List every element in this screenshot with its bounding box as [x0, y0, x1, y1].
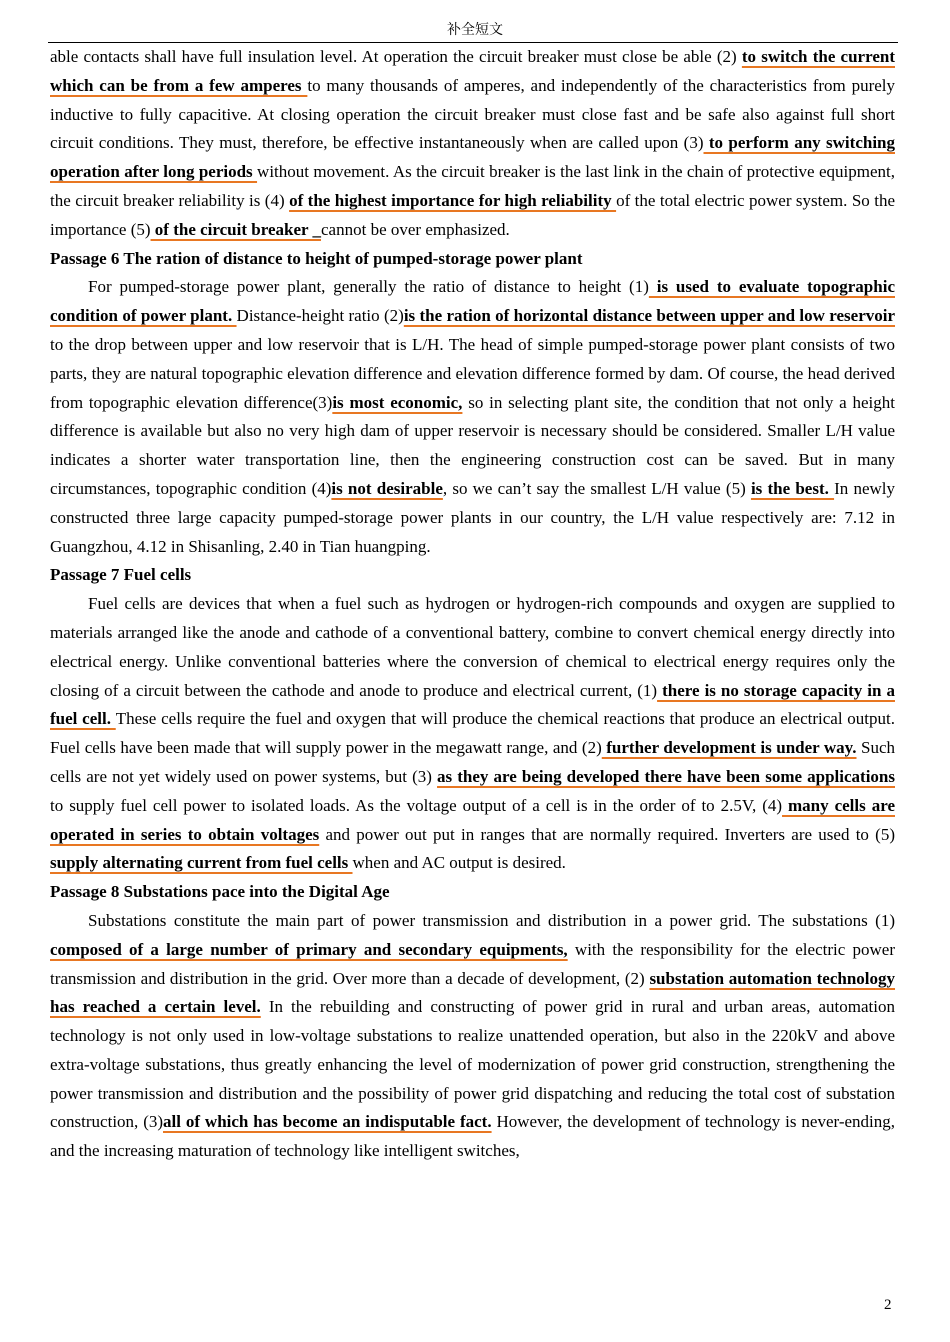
passage8-text-3: However, the development of technology is never-ending, and the increasing maturation of technology like intelligent switches, [50, 1112, 895, 1161]
passage8-title: Passage 8 Substations pace into the Digital Age [50, 882, 390, 902]
passage8-text-0: Substations constitute the main part of power transmission and distribution in a power grid. The substations (1) [88, 910, 895, 930]
passage7-text-0: Fuel cells are devices that when a fuel such as hydrogen or hydrogen-rich compounds and oxygen are supplied to materials arranged like the anode and cathode of a conventional battery, combine to convert chemical energy directly into electrical energy. Unlike conventional batteries where the conversion of chemical to electrical energy requires only the closing of a circuit between the cathode and anode to produce and electrical current, (1) [50, 594, 895, 700]
document-body [50, 43, 895, 1166]
passage7-answer-3: as they are being developed there have been some applications [437, 766, 895, 786]
passage5-text-0: able contacts shall have full insulation level. At operation the circuit breaker must close be able (2) [50, 47, 742, 66]
page-number: 2 [884, 1297, 892, 1313]
passage5-answer-3: to perform any switching operation after long periods [50, 133, 895, 182]
passage6-answer-5: is the best. [750, 478, 835, 498]
passage6-text-2: to the drop between upper and low reservoir that is L/H. The head of simple pumped-storage power plant consists of two parts, they are natural topographic elevation difference and elevation difference formed by dam. Of course, the head derived from topographic elevation difference(3) [50, 334, 895, 412]
passage6-answer-1: is used to evaluate topographic condition of power plant. [50, 277, 895, 326]
passage7-text-1: These cells require the fuel and oxygen that will produce the chemical reactions that produce an electrical output. Fuel cells have been made that will supply power in the megawatt range, and (2) [50, 709, 896, 758]
passage5-text-3: of the total electric power system. So the importance (5) [50, 190, 896, 239]
passage8-paragraph [50, 907, 895, 1166]
passage5-text-4: cannot be over emphasized. [321, 219, 510, 239]
passage6-text-3: so in selecting plant site, the condition that not only a height difference is available but also no very high dam of upper reservoir is necessary should be considered. Smaller L/H value indicates a shorter water transportation line, then the engineering construction cost can be saved. But in many circumstances, topographic condition (4) [50, 392, 895, 498]
passage8-answer-3: all of which has become an indisputable fact. [163, 1112, 492, 1132]
passage5-text-2: without movement. As the circuit breaker is the last link in the chain of protective equipment, the circuit breaker reliability is (4) [50, 162, 895, 210]
passage5-answer-5: of the circuit breaker _ [150, 219, 321, 239]
passage8-answer-1: composed of a large number of primary and secondary equipments, [50, 939, 568, 959]
passage7-title: Passage 7 Fuel cells [50, 565, 192, 585]
passage8-text-1: with the responsibility for the electric power transmission and distribution in the grid. Over more than a decade of development, (2) [50, 939, 895, 988]
passage7-paragraph [50, 590, 895, 878]
passage7-text-4: and power out put in ranges that are normally required. Inverters are used to (5) [319, 824, 895, 844]
passage7-answer-1: there is no storage capacity in a fuel cell. [50, 680, 895, 729]
passage6-text-4: , so we can’t say the smallest L/H value (5) [442, 478, 751, 498]
passage6-text-5: In newly constructed three large capacity pumped-storage power plants in our country, the L/H value respectively are: 7.12 in Guangzhou, 4.12 in Shisanling, 2.40 in Tian huangping. [50, 478, 895, 556]
passage7-text-5: when and AC output is desired. [352, 853, 566, 873]
passage7-answer-2: further development is under way. [601, 738, 857, 758]
passage6-title: Passage 6 The ration of distance to height of pumped-storage power plant [50, 248, 583, 268]
passage8-text-2: In the rebuilding and constructing of power grid in rural and urban areas, automation technology is not only used in low-voltage substations to realize unattended operation, but also in the 220kV and above extra-voltage substations, thus greatly enhancing the level of modernization of power grid construction, strengthening the power transmission and distribution and the possibility of power grid dispatching and reducing the total cost of substation construction, (3) [50, 997, 895, 1132]
passage7-text-2: Such cells are not yet widely used on power systems, but (3) [50, 738, 896, 786]
passage6-text-0: For pumped-storage power plant, generally the ratio of distance to height (1) [88, 277, 649, 297]
passage7-answer-4: many cells are operated in series to obtain voltages [50, 795, 895, 844]
page-header-title: 补全短文 [447, 23, 503, 38]
passage6-text-1: Distance-height ratio (2) [236, 306, 404, 326]
passage5-text-1: to many thousands of amperes, and independently of the characteristics from purely inductive to fully capacitive. At closing operation the circuit breaker must close fast and be safe also against full short circuit conditions. They must, therefore, be effective instantaneously when are called upon (3) [50, 75, 896, 153]
passage6-answer-2: is the ration of horizontal distance between upper and low reservoir [403, 306, 896, 326]
passage5-answer-4: of the highest importance for high reliability [289, 190, 617, 210]
passage7-text-3: to supply fuel cell power to isolated loads. As the voltage output of a cell is in the order of to 2.5V, (4) [50, 795, 783, 815]
passage5-continuation [50, 43, 895, 245]
passage6-paragraph [50, 273, 895, 561]
passage8-answer-2: substation automation technology has reached a certain level. [50, 968, 896, 1017]
passage6-answer-4: is not desirable [331, 478, 443, 498]
passage5-answer-2: to switch the current which can be from a few amperes [50, 47, 895, 95]
passage7-answer-5: supply alternating current from fuel cells [50, 853, 353, 873]
passage6-answer-3: is most economic, [332, 392, 463, 412]
